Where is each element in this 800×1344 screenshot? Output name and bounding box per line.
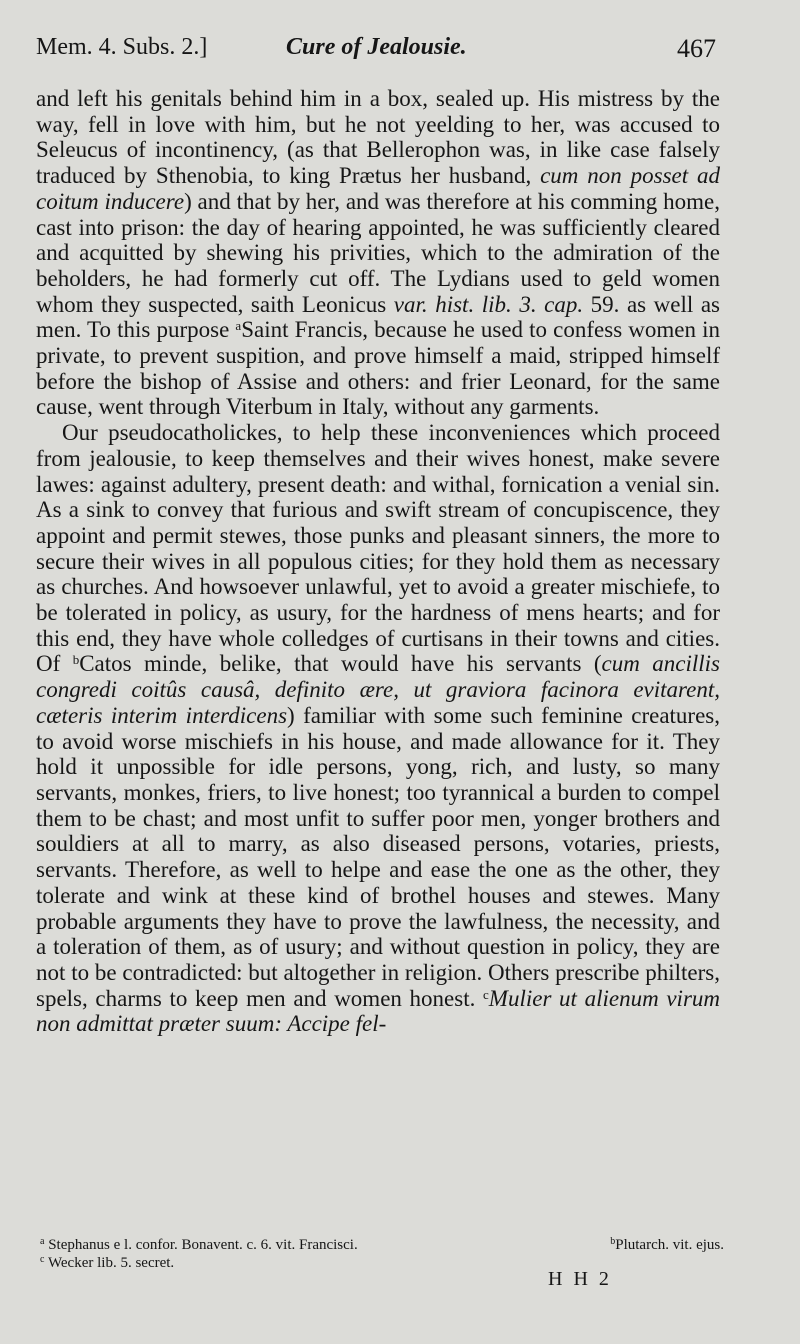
text-run: Saint Francis, because he used to confess women in private, to prevent suspition, and prove himself a maid, stripped himself before the bishop of Assise and others: and frier Leonard, for the same cause, went through Viterbum in Italy, without any garments. xyxy=(36,317,720,420)
latin-phrase: Mulier ut alienum virum non admittat præter suum: Accipe fel- xyxy=(36,985,720,1037)
footnotes xyxy=(40,1236,724,1272)
footnote-text: Stephanus e l. confor. Bonavent. c. 6. vit. Francisci. xyxy=(48,1237,358,1253)
footnote-marker-b: b xyxy=(72,652,80,668)
text-run: and left his genitals behind him in a box, sealed up. His mistress by the way, fell in love with him, but he not yeelding to her, was accused to Seleucus of incontinency, (as that Bellerophon was, in like case falsely traduced by Sthenobia, to king Prætus her husband, xyxy=(36,86,720,189)
text-run: 59. as well as men. To this purpose xyxy=(36,291,720,343)
paragraph-1 xyxy=(36,86,720,420)
footnote-text: Plutarch. vit. ejus. xyxy=(615,1237,724,1253)
text-run: ) and that by her, and was therefore at his comming home, cast into prison: the day of hearing appointed, he was sufficiently cleared and acquitted by shewing his privities, which to the admiration of the beholders, he had formerly cut off. The Lydians used to geld women whom they suspected, saith Leonicus xyxy=(36,188,720,317)
footnote-mark: a xyxy=(40,1236,45,1247)
paragraph-2 xyxy=(36,420,720,1037)
page-number: 467 xyxy=(677,34,716,63)
footnote-c xyxy=(40,1254,174,1272)
body-text xyxy=(36,86,720,1037)
latin-phrase: cum ancillis congredi coitûs causâ, definito ære, ut graviora facinora evitarent, cæteris interim interdicens xyxy=(36,651,720,728)
footnote-mark: c xyxy=(40,1254,45,1265)
text-run: Catos minde, belike, that would have his servants ( xyxy=(79,651,602,677)
section-reference: Mem. 4. Subs. 2.] xyxy=(36,34,208,60)
footnote-b xyxy=(610,1236,724,1254)
signature-mark: H H 2 xyxy=(548,1268,612,1290)
footnote-row xyxy=(40,1254,724,1272)
footnote-text: Wecker lib. 5. secret. xyxy=(47,1255,175,1271)
text-run: ) familiar with some such feminine creatures, to avoid worse mischiefs in his house, and made allowance for it. They hold it unpossible for idle persons, yong, rich, and lusty, so many servants, monkes, friers, to live honest; too tyrannical a burden to compel them to be chast; and most unfit to suffer poor men, yonger brothers and souldiers at all to marry, as also diseased persons, votaries, priests, servants. Therefore, as well to helpe and ease the one as the other, they tolerate and wink at these kind of brothel houses and stewes. Many probable arguments they have to prove the lawfulness, the necessity, and a toleration of them, as of usury; and without question in policy, they are not to be contradicted: but altogether in religion. Others prescribe philters, spels, charms to keep men and women honest. xyxy=(36,702,720,1011)
citation: var. hist. lib. 3. cap. xyxy=(393,291,584,317)
footnote-mark: b xyxy=(610,1236,616,1247)
footnote-row xyxy=(40,1236,724,1254)
running-header xyxy=(36,34,716,70)
footnote-marker-a: a xyxy=(235,318,242,334)
text-run: Our pseudocatholickes, to help these inconveniences which proceed from jealousie, to keep themselves and their wives honest, make severe lawes: against adultery, present death: and withal, fornication a venial sin. As a sink to convey that furious and swift stream of concupiscence, they appoint and permit stewes, those punks and pleasant sinners, the more to secure their wives in all populous cities; for they hold them as necessary as churches. And howsoever unlawful, yet to avoid a greater mischiefe, to be tolerated in policy, as usury, for the hardness of mens hearts; and for this end, they have whole colledges of curtisans in their towns and cities. Of xyxy=(36,420,720,677)
footnote-a xyxy=(40,1236,358,1254)
running-title: Cure of Jealousie. xyxy=(286,34,467,60)
latin-phrase: cum non posset ad coitum inducere xyxy=(36,163,720,214)
footnote-marker-c: c xyxy=(483,986,489,1002)
